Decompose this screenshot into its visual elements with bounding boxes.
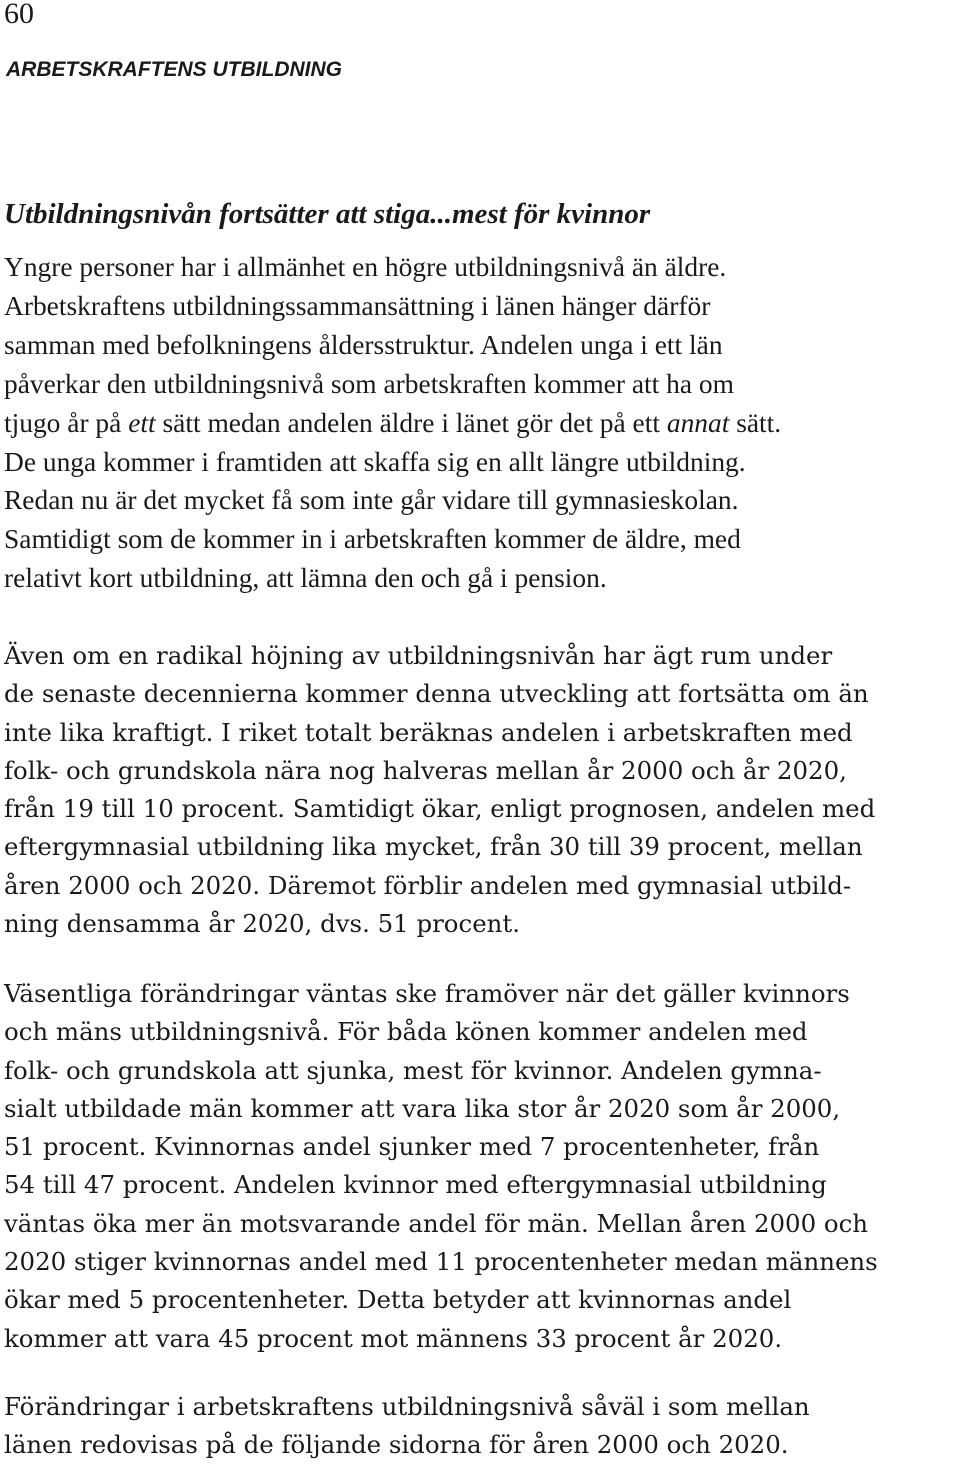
text-line: påverkar den utbildningsnivå som arbetskraften kommer att ha om — [4, 368, 734, 399]
text-line: inte lika kraftigt. I riket totalt beräknas andelen i arbetskraften med — [4, 717, 853, 747]
paragraph-4 — [4, 1388, 956, 1465]
paragraph-3 — [4, 975, 956, 1358]
paragraph-1 — [4, 248, 956, 598]
text-line: samman med befolkningens åldersstruktur. Andelen unga i ett län — [4, 329, 723, 360]
text-line: Förändringar i arbetskraftens utbildningsnivå såväl i som mellan — [4, 1392, 810, 1421]
page-number: 60 — [4, 0, 34, 30]
text-line — [4, 404, 956, 443]
emphasis: annat — [666, 407, 730, 438]
text-line: sialt utbildade män kommer att vara lika stor år 2020 som år 2000, — [4, 1093, 841, 1123]
text-line: Samtidigt som de kommer in i arbetskraften kommer de äldre, med — [4, 524, 741, 555]
text-line: 2020 stiger kvinnornas andel med 11 procentenheter medan männens — [4, 1247, 878, 1277]
running-head: ARBETSKRAFTENS UTBILDNING — [6, 58, 342, 81]
paragraph-2 — [4, 637, 956, 943]
text-line: De unga kommer i framtiden att skaffa sig en allt längre utbildning. — [4, 446, 746, 477]
text-line: Arbetskraftens utbildningssammansättning i länen hänger därför — [4, 290, 711, 321]
section-heading: Utbildningsnivån fortsätter att stiga...mest för kvinnor — [4, 198, 651, 230]
text-line: väntas öka mer än motsvarande andel för män. Mellan åren 2000 och — [4, 1208, 869, 1238]
text-line: Även om en radikal höjning av utbildningsnivån har ägt rum under — [4, 641, 833, 670]
text-line: 54 till 47 procent. Andelen kvinnor med eftergymnasial utbildning — [4, 1170, 827, 1200]
text-line: eftergymnasial utbildning lika mycket, från 30 till 39 procent, mellan — [4, 832, 863, 862]
text-line: och mäns utbildningsnivå. För båda könen kommer andelen med — [4, 1017, 808, 1047]
text-line: åren 2000 och 2020. Däremot förblir andelen med gymnasial utbild- — [4, 870, 852, 900]
text-line: Väsentliga förändringar väntas ske framöver när det gäller kvinnors — [4, 979, 850, 1008]
text-line: 51 procent. Kvinnornas andel sjunker med 7 procentenheter, från — [4, 1132, 820, 1162]
text-line: från 19 till 10 procent. Samtidigt ökar, enligt prognosen, andelen med — [4, 794, 876, 824]
emphasis: ett — [128, 407, 156, 438]
text-line: Yngre personer har i allmänhet en högre utbildningsnivå än äldre. — [4, 252, 727, 282]
text-line: ökar med 5 procentenheter. Detta betyder att kvinnornas andel — [4, 1285, 792, 1315]
text-line: kommer att vara 45 procent mot männens 33 procent år 2020. — [4, 1323, 783, 1353]
text-line: folk- och grundskola nära nog halveras mellan år 2000 och år 2020, — [4, 755, 847, 785]
text-run: tjugo år på — [4, 407, 129, 438]
text-line: länen redovisas på de följande sidorna för åren 2000 och 2020. — [4, 1430, 789, 1460]
text-run: sätt. — [729, 407, 782, 438]
text-line: folk- och grundskola att sjunka, mest för kvinnor. Andelen gymna- — [4, 1055, 822, 1085]
text-line: relativt kort utbildning, att lämna den och gå i pension. — [4, 563, 607, 594]
text-line: de senaste decennierna kommer denna utveckling att fortsätta om än — [4, 679, 869, 709]
text-line: ning densamma år 2020, dvs. 51 procent. — [4, 909, 520, 939]
text-line: Redan nu är det mycket få som inte går vidare till gymnasieskolan. — [4, 485, 739, 516]
text-run: sätt medan andelen äldre i länet gör det på ett — [155, 407, 667, 438]
